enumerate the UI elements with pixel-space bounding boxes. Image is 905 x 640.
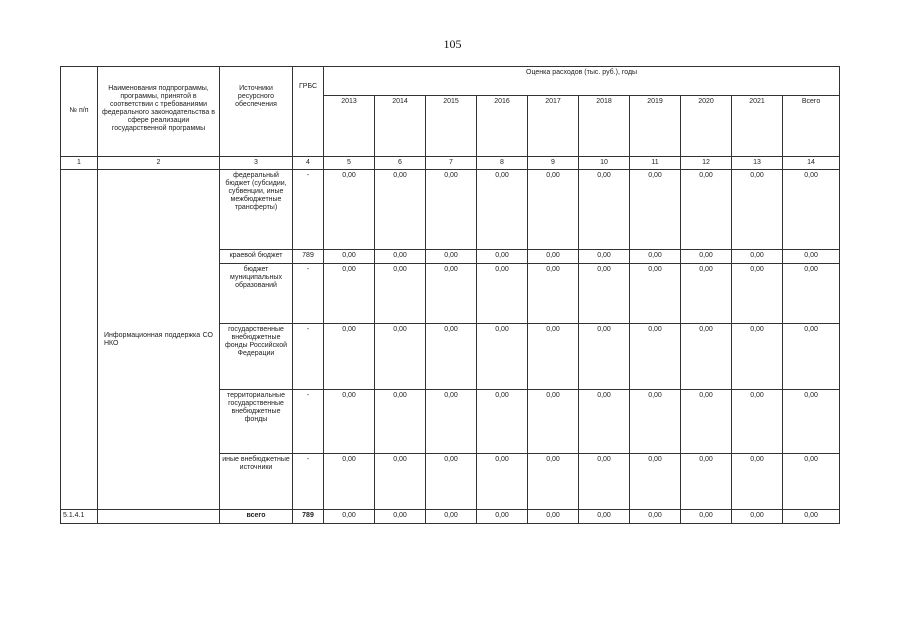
- total-value-cell: 0,00: [681, 510, 732, 524]
- column-number: 10: [579, 157, 630, 170]
- header-year: 2015: [426, 96, 477, 157]
- header-year: 2016: [477, 96, 528, 157]
- value-cell: 0,00: [579, 250, 630, 264]
- program-name: Информационная поддержка СО НКО: [98, 170, 220, 510]
- column-number: 3: [220, 157, 293, 170]
- value-cell: 0,00: [375, 250, 426, 264]
- value-cell: 0,00: [630, 170, 681, 250]
- header-year: 2013: [324, 96, 375, 157]
- value-cell: 0,00: [630, 264, 681, 324]
- value-cell: 0,00: [528, 170, 579, 250]
- total-value-cell: 0,00: [732, 510, 783, 524]
- value-cell: 0,00: [528, 250, 579, 264]
- value-cell: 0,00: [783, 170, 840, 250]
- total-row: [61, 510, 840, 524]
- page-number: 105: [443, 37, 462, 51]
- value-cell: 0,00: [426, 170, 477, 250]
- value-cell: 0,00: [528, 390, 579, 454]
- header-year: 2021: [732, 96, 783, 157]
- grbs-code: -: [293, 324, 324, 390]
- total-value-cell: 0,00: [630, 510, 681, 524]
- header-year-total: Всего: [783, 96, 840, 157]
- value-cell: 0,00: [579, 454, 630, 510]
- value-cell: 0,00: [324, 324, 375, 390]
- value-cell: 0,00: [732, 264, 783, 324]
- column-number: 12: [681, 157, 732, 170]
- header-grbs: ГРБС: [293, 67, 324, 157]
- value-cell: 0,00: [783, 390, 840, 454]
- grbs-code: -: [293, 264, 324, 324]
- value-cell: 0,00: [732, 250, 783, 264]
- value-cell: 0,00: [681, 170, 732, 250]
- value-cell: 0,00: [528, 324, 579, 390]
- value-cell: 0,00: [681, 390, 732, 454]
- total-row-name: [98, 510, 220, 524]
- value-cell: 0,00: [783, 454, 840, 510]
- funding-source: государственные внебюджетные фонды Российской Федерации: [220, 324, 293, 390]
- value-cell: 0,00: [375, 324, 426, 390]
- value-cell: 0,00: [783, 250, 840, 264]
- value-cell: 0,00: [579, 264, 630, 324]
- total-value-cell: 0,00: [528, 510, 579, 524]
- column-number: 5: [324, 157, 375, 170]
- value-cell: 0,00: [426, 250, 477, 264]
- value-cell: 0,00: [375, 390, 426, 454]
- table-body: [61, 170, 840, 510]
- funding-source: территориальные государственные внебюджетные фонды: [220, 390, 293, 454]
- table-header: [61, 67, 840, 170]
- column-number: 1: [61, 157, 98, 170]
- header-year: 2018: [579, 96, 630, 157]
- column-number: 6: [375, 157, 426, 170]
- total-value-cell: 0,00: [477, 510, 528, 524]
- value-cell: 0,00: [579, 170, 630, 250]
- value-cell: 0,00: [375, 170, 426, 250]
- column-number: 13: [732, 157, 783, 170]
- value-cell: 0,00: [477, 390, 528, 454]
- total-row-grbs: 789: [293, 510, 324, 524]
- funding-source: иные внебюджетные источники: [220, 454, 293, 510]
- grbs-code: -: [293, 170, 324, 250]
- header-costs: Оценка расходов (тыс. руб.), годы: [324, 67, 840, 96]
- value-cell: 0,00: [732, 170, 783, 250]
- value-cell: 0,00: [732, 324, 783, 390]
- value-cell: 0,00: [426, 324, 477, 390]
- value-cell: 0,00: [630, 390, 681, 454]
- header-year: 2017: [528, 96, 579, 157]
- column-number: 2: [98, 157, 220, 170]
- total-value-cell: 0,00: [375, 510, 426, 524]
- header-program-name: Наименования подпрограммы, программы, принятой в соответствии с требованиями федерального законодательства в сфере реализации государственной программы: [98, 67, 220, 157]
- value-cell: 0,00: [681, 324, 732, 390]
- total-value-cell: 0,00: [783, 510, 840, 524]
- value-cell: 0,00: [681, 264, 732, 324]
- value-cell: 0,00: [681, 454, 732, 510]
- column-number: 11: [630, 157, 681, 170]
- funding-source: федеральный бюджет (субсидии, субвенции, иные межбюджетные трансферты): [220, 170, 293, 250]
- value-cell: 0,00: [528, 454, 579, 510]
- grbs-code: -: [293, 390, 324, 454]
- value-cell: 0,00: [324, 264, 375, 324]
- header-source: Источники ресурсного обеспечения: [220, 67, 293, 157]
- total-value-cell: 0,00: [324, 510, 375, 524]
- value-cell: 0,00: [426, 390, 477, 454]
- value-cell: 0,00: [681, 250, 732, 264]
- funding-source: краевой бюджет: [220, 250, 293, 264]
- value-cell: 0,00: [732, 390, 783, 454]
- header-year: 2014: [375, 96, 426, 157]
- value-cell: 0,00: [579, 390, 630, 454]
- value-cell: 0,00: [630, 250, 681, 264]
- value-cell: 0,00: [324, 250, 375, 264]
- budget-table: [60, 66, 840, 524]
- table-total: [61, 510, 840, 524]
- table-row: [61, 170, 840, 250]
- value-cell: 0,00: [375, 454, 426, 510]
- value-cell: 0,00: [324, 390, 375, 454]
- value-cell: 0,00: [477, 170, 528, 250]
- column-number: 9: [528, 157, 579, 170]
- value-cell: 0,00: [477, 264, 528, 324]
- value-cell: 0,00: [426, 454, 477, 510]
- column-numbers-row: [61, 157, 840, 170]
- value-cell: 0,00: [732, 454, 783, 510]
- grbs-code: 789: [293, 250, 324, 264]
- value-cell: 0,00: [579, 324, 630, 390]
- total-row-source: всего: [220, 510, 293, 524]
- header-num: № п/п: [61, 67, 98, 157]
- column-number: 7: [426, 157, 477, 170]
- value-cell: 0,00: [324, 454, 375, 510]
- header-year: 2020: [681, 96, 732, 157]
- total-value-cell: 0,00: [426, 510, 477, 524]
- total-row-num: 5.1.4.1: [61, 510, 98, 524]
- total-value-cell: 0,00: [579, 510, 630, 524]
- column-number: 4: [293, 157, 324, 170]
- value-cell: 0,00: [426, 264, 477, 324]
- value-cell: 0,00: [477, 454, 528, 510]
- column-number: 8: [477, 157, 528, 170]
- value-cell: 0,00: [375, 264, 426, 324]
- value-cell: 0,00: [783, 264, 840, 324]
- value-cell: 0,00: [477, 250, 528, 264]
- value-cell: 0,00: [477, 324, 528, 390]
- value-cell: 0,00: [528, 264, 579, 324]
- header-year: 2019: [630, 96, 681, 157]
- column-number: 14: [783, 157, 840, 170]
- row-number-cell: [61, 170, 98, 510]
- value-cell: 0,00: [630, 324, 681, 390]
- grbs-code: -: [293, 454, 324, 510]
- value-cell: 0,00: [630, 454, 681, 510]
- value-cell: 0,00: [324, 170, 375, 250]
- value-cell: 0,00: [783, 324, 840, 390]
- funding-source: бюджет муниципальных образований: [220, 264, 293, 324]
